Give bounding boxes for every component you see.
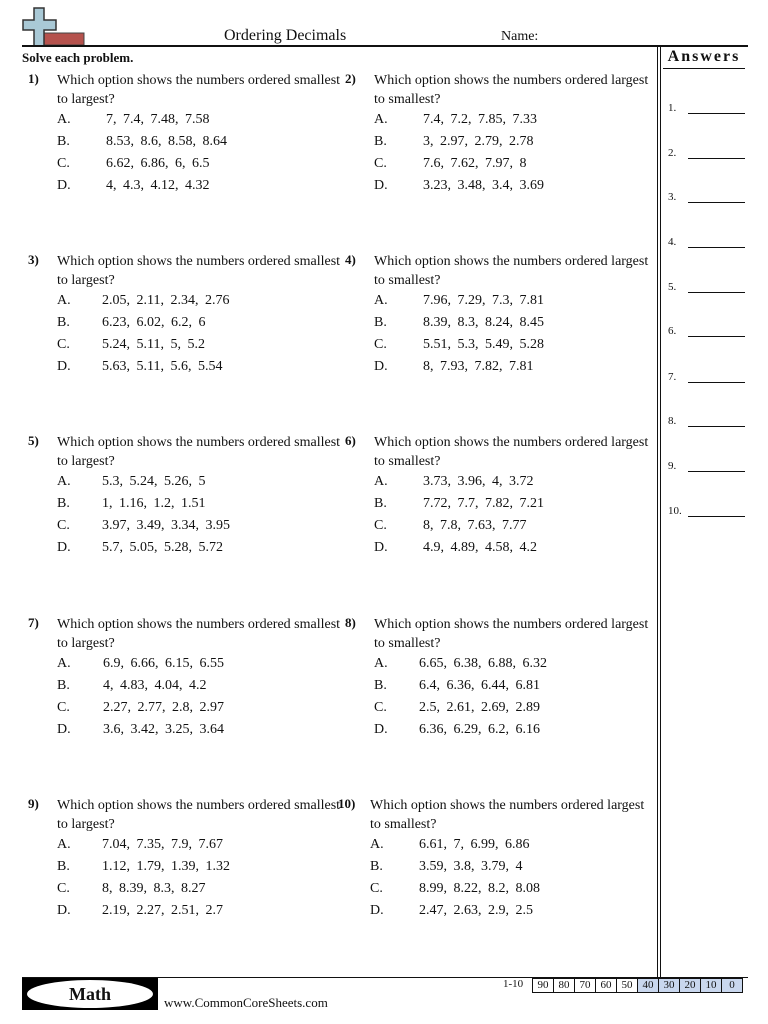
website-link[interactable]: www.CommonCoreSheets.com	[164, 995, 328, 1010]
option-values: 8.99, 8.22, 8.2, 8.08	[419, 881, 540, 896]
answer-blank-4[interactable]	[668, 236, 748, 256]
answer-blank-10[interactable]	[668, 505, 748, 525]
option-letter: A.	[374, 112, 388, 127]
option-letter: C.	[57, 337, 70, 352]
problem-question: Which option shows the numbers ordered smallest to largest?	[57, 254, 341, 288]
option-values: 8, 7.8, 7.63, 7.77	[423, 518, 527, 533]
option-letter: C.	[374, 700, 387, 715]
option-values: 3.73, 3.96, 4, 3.72	[423, 474, 534, 489]
option-letter: A.	[57, 112, 71, 127]
option-letter: A.	[57, 837, 71, 852]
option-values: 4, 4.83, 4.04, 4.2	[103, 678, 207, 693]
answer-line	[688, 336, 745, 337]
score-box: 10	[700, 978, 722, 993]
score-box: 60	[595, 978, 617, 993]
problem-number: 8)	[345, 615, 356, 630]
option-letter: C.	[374, 156, 387, 171]
option-letter: D.	[374, 178, 388, 193]
name-label: Name:	[501, 29, 539, 44]
problem-question: Which option shows the numbers ordered largest to smallest?	[374, 254, 649, 288]
option-values: 7.6, 7.62, 7.97, 8	[423, 156, 527, 171]
problem-number: 4)	[345, 252, 356, 267]
option-values: 7.72, 7.7, 7.82, 7.21	[423, 496, 544, 511]
option-values: 3.97, 3.49, 3.34, 3.95	[102, 518, 230, 533]
problem-number: 10)	[338, 796, 356, 811]
header-divider	[22, 45, 748, 47]
problem-number: 5)	[28, 433, 39, 448]
answer-line	[688, 292, 745, 293]
option-values: 4.9, 4.89, 4.58, 4.2	[423, 540, 537, 555]
problem-question: Which option shows the numbers ordered smallest to largest?	[57, 435, 341, 469]
answer-blank-5[interactable]	[668, 281, 748, 301]
option-letter: B.	[370, 859, 383, 874]
answer-blank-8[interactable]	[668, 415, 748, 435]
option-values: 2.5, 2.61, 2.69, 2.89	[419, 700, 540, 715]
option-values: 7, 7.4, 7.48, 7.58	[106, 112, 210, 127]
answer-blank-6[interactable]	[668, 325, 748, 345]
option-values: 3.6, 3.42, 3.25, 3.64	[103, 722, 224, 737]
option-values: 6.36, 6.29, 6.2, 6.16	[419, 722, 540, 737]
option-values: 6.23, 6.02, 6.2, 6	[102, 315, 206, 330]
option-letter: D.	[57, 903, 71, 918]
option-values: 2.47, 2.63, 2.9, 2.5	[419, 903, 533, 918]
option-letter: A.	[374, 293, 388, 308]
answer-number: 3.	[668, 191, 677, 203]
problem-number: 9)	[28, 796, 39, 811]
option-values: 2.05, 2.11, 2.34, 2.76	[102, 293, 230, 308]
option-letter: B.	[374, 315, 387, 330]
option-letter: C.	[374, 518, 387, 533]
option-letter: A.	[57, 474, 71, 489]
score-box: 70	[574, 978, 596, 993]
answer-blank-2[interactable]	[668, 147, 748, 167]
option-values: 8, 8.39, 8.3, 8.27	[102, 881, 206, 896]
option-values: 7.04, 7.35, 7.9, 7.67	[102, 837, 223, 852]
answer-number: 6.	[668, 325, 677, 337]
option-values: 8.39, 8.3, 8.24, 8.45	[423, 315, 544, 330]
answer-blank-7[interactable]	[668, 371, 748, 391]
score-box: 20	[679, 978, 701, 993]
option-letter: D.	[57, 359, 71, 374]
score-box: 50	[616, 978, 638, 993]
problem-question: Which option shows the numbers ordered largest to smallest?	[374, 73, 649, 107]
option-letter: B.	[57, 859, 70, 874]
option-values: 2.27, 2.77, 2.8, 2.97	[103, 700, 224, 715]
answer-number: 1.	[668, 102, 677, 114]
option-letter: D.	[374, 359, 388, 374]
instructions: Solve each problem.	[22, 50, 134, 65]
answer-line	[688, 471, 745, 472]
option-letter: D.	[57, 178, 71, 193]
score-box: 40	[637, 978, 659, 993]
page-title: Ordering Decimals	[224, 27, 347, 44]
option-letter: C.	[57, 518, 70, 533]
problem-question: Which option shows the numbers ordered smallest to largest?	[57, 73, 341, 107]
answer-number: 9.	[668, 460, 677, 472]
option-values: 5.51, 5.3, 5.49, 5.28	[423, 337, 544, 352]
option-letter: B.	[57, 315, 70, 330]
answer-blank-1[interactable]	[668, 102, 748, 122]
problem-question: Which option shows the numbers ordered largest to smallest?	[374, 617, 649, 651]
problem-question: Which option shows the numbers ordered largest to smallest?	[370, 798, 645, 832]
problem-number: 7)	[28, 615, 39, 630]
option-values: 2.19, 2.27, 2.51, 2.7	[102, 903, 223, 918]
score-box: 80	[553, 978, 575, 993]
score-box: 0	[721, 978, 743, 993]
answer-number: 10.	[668, 505, 682, 517]
problem-number: 6)	[345, 433, 356, 448]
option-letter: B.	[374, 134, 387, 149]
option-letter: A.	[374, 656, 388, 671]
answer-line	[688, 382, 745, 383]
problem-number: 2)	[345, 71, 356, 86]
answers-title-underline	[663, 68, 745, 69]
score-range-label: 1-10	[503, 978, 524, 990]
option-letter: D.	[57, 540, 71, 555]
answer-blank-3[interactable]	[668, 191, 748, 211]
option-letter: C.	[370, 881, 383, 896]
option-letter: B.	[374, 678, 387, 693]
option-values: 1, 1.16, 1.2, 1.51	[102, 496, 206, 511]
answers-divider-right	[660, 45, 661, 983]
option-values: 5.63, 5.11, 5.6, 5.54	[102, 359, 223, 374]
score-box: 30	[658, 978, 680, 993]
option-letter: C.	[57, 881, 70, 896]
option-letter: B.	[374, 496, 387, 511]
option-values: 6.62, 6.86, 6, 6.5	[106, 156, 210, 171]
answer-number: 2.	[668, 147, 677, 159]
option-values: 5.7, 5.05, 5.28, 5.72	[102, 540, 223, 555]
answer-line	[688, 158, 745, 159]
answers-title: Answers	[667, 48, 741, 65]
option-letter: C.	[57, 700, 70, 715]
option-values: 3, 2.97, 2.79, 2.78	[423, 134, 534, 149]
option-letter: B.	[57, 678, 70, 693]
option-letter: A.	[374, 474, 388, 489]
answer-number: 8.	[668, 415, 677, 427]
answer-line	[688, 516, 745, 517]
option-values: 5.3, 5.24, 5.26, 5	[102, 474, 206, 489]
option-letter: C.	[57, 156, 70, 171]
answer-number: 5.	[668, 281, 677, 293]
answer-number: 7.	[668, 371, 677, 383]
score-box: 90	[532, 978, 554, 993]
problem-question: Which option shows the numbers ordered smallest to largest?	[57, 798, 341, 832]
problem-question: Which option shows the numbers ordered smallest to largest?	[57, 617, 341, 651]
option-letter: A.	[370, 837, 384, 852]
option-values: 6.4, 6.36, 6.44, 6.81	[419, 678, 540, 693]
option-values: 3.23, 3.48, 3.4, 3.69	[423, 178, 544, 193]
problem-number: 3)	[28, 252, 39, 267]
answer-line	[688, 202, 745, 203]
answer-line	[688, 247, 745, 248]
problem-question: Which option shows the numbers ordered largest to smallest?	[374, 435, 649, 469]
option-letter: B.	[57, 496, 70, 511]
option-values: 3.59, 3.8, 3.79, 4	[419, 859, 523, 874]
option-letter: D.	[370, 903, 384, 918]
option-values: 6.65, 6.38, 6.88, 6.32	[419, 656, 547, 671]
subject-badge: Math	[27, 980, 153, 1008]
answer-line	[688, 113, 745, 114]
option-letter: A.	[57, 656, 71, 671]
option-values: 6.9, 6.66, 6.15, 6.55	[103, 656, 224, 671]
option-values: 1.12, 1.79, 1.39, 1.32	[102, 859, 230, 874]
option-letter: D.	[374, 722, 388, 737]
option-values: 6.61, 7, 6.99, 6.86	[419, 837, 530, 852]
option-letter: A.	[57, 293, 71, 308]
option-letter: B.	[57, 134, 70, 149]
option-values: 4, 4.3, 4.12, 4.32	[106, 178, 210, 193]
math-plus-logo-icon	[22, 6, 86, 48]
option-values: 5.24, 5.11, 5, 5.2	[102, 337, 205, 352]
answer-line	[688, 426, 745, 427]
option-values: 7.4, 7.2, 7.85, 7.33	[423, 112, 537, 127]
problem-number: 1)	[28, 71, 39, 86]
option-values: 8, 7.93, 7.82, 7.81	[423, 359, 534, 374]
option-letter: D.	[57, 722, 71, 737]
option-letter: D.	[374, 540, 388, 555]
option-letter: C.	[374, 337, 387, 352]
answers-divider-left	[657, 45, 658, 983]
option-values: 8.53, 8.6, 8.58, 8.64	[106, 134, 227, 149]
option-values: 7.96, 7.29, 7.3, 7.81	[423, 293, 544, 308]
answer-number: 4.	[668, 236, 677, 248]
answer-blank-9[interactable]	[668, 460, 748, 480]
